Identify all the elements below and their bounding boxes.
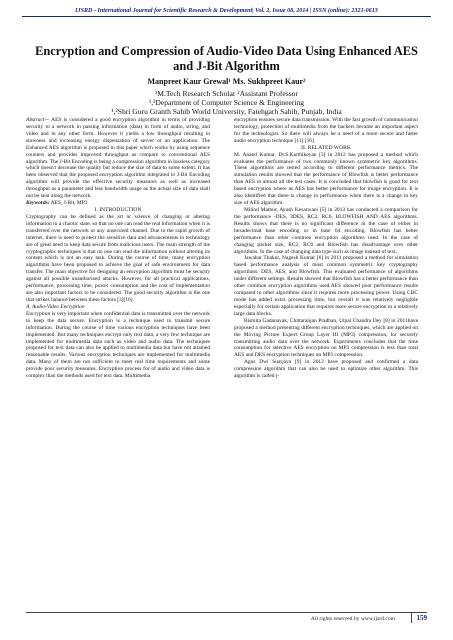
paper-authors: Manpreet Kaur Grewal¹ Ms. Sukhpreet Kaur²	[147, 77, 306, 86]
keywords-label: Keywords:	[26, 200, 50, 207]
affiliation-line-3: ¹,²Shri Guru Granth Sahib World University, Fatehgarh Sahib, Punjab, India	[111, 107, 342, 116]
continued-paragraph: encryption ensures secure data transmission. With the fast growth of communication technology, protection of multimedia from the hackers became an important aspect for the technologist. So there will always be a need of a more secure and faster audio encryption technique [11] [16]	[234, 117, 418, 144]
audio-video-paragraph: Encryption is very important when confidential data is transmitted over the network to keep the data secure. Encryption is a technique used to transmit secure information. During the course of time various encryption techniques have been implemented. But many techniques encrypt only text data, a very few technique are implemented for multimedia data such as video and audio data. The techniques proposed for text data can also be applied to multimedia data but have not attained reasonable results. Various encryption techniques are implemented for multimedia data. Many of them are not sufficient to meet real time requirements and some provide poor security measures. Encryption process for of audio and video data is complex than the methods used for text data. Multimedia	[26, 310, 210, 380]
left-column	[26, 117, 210, 380]
subsection-heading-audio-video: A. Audio-Video Encryption	[26, 303, 85, 310]
related-work-paragraph-3: Jawahar Thakur, Nagesh Kumar [6] in 2011 proposed a method for simulation based performance analysis of most common symmetric key cryptography algorithms: DES, AES, and Blowfish. This evaluated performance of algorithms under different settings. Results showed that Blowfish has a better performance than other common encryption algorithms used.AES showed poor performance results compared to other algorithms since it requires more processing power. Using CBC mode has added extra processing time, but overall it was relatively negligible especially for certain application that requires more secure encryption to a relatively large data blocks.	[234, 255, 418, 317]
right-column	[234, 117, 418, 380]
keywords	[26, 200, 210, 207]
journal-header: IJSRD - International Journal for Scientific Research & Development| Vol. 2, Issue 08, 2014 | ISSN (online): 2321-0613	[22, 8, 431, 17]
abstract-text: AES is considered a good encryption algorithm in terms of providing security to a network in passing information (data) in form of audio, string, and video and in any other form. However it yields a low throughput resulting in slowness and increasing energy dispensation of server or an application. The Enhanced AES algorithm is proposed in this paper which works by using sequence counters and provides improved throughput as compare to conventional AES algorithm. The J-Bit Encoding is being a compression algorithm in lossless category which doesn't decrease the quality but reduce the size of data to some extent. It has been observed that the proposed encryption algorithm integrated to J-Bit Encoding algorithm will provide the effective security measures as well as increased throughput as a parameter and less bandwidth usage as the actual size of data shall not be sent along the network.	[26, 117, 210, 200]
related-work-paragraph-2: Milind Mathur, Ayush Kesarwani [5] in 2013 has conducted a comparison for the performance -DES, 3DES, RC2, RC6, BLOWFISH AND AES algorithms. Results shows that there is no significant difference in the case of either in hexadecimal base encoding or in base 64 encoding. Blowfish has better performance than other common encryption algorithms used. In the case of changing packet size, RC2, RC6 and Blowfish has disadvantage over other algorithms. In the case of changing data type such as image instead of text.	[234, 206, 418, 255]
section-heading-related-work: II. RELATED WORK	[301, 144, 351, 151]
related-work-paragraph-4: Bismita Gadanayak, Chittaranjan Pradhan, Utpal Chandra Dey [8] in 2011have proposed a method presenting different encryption techniques, which are applied on the Moving Picture Expert Group Layer III (MP3) compression, for securely transmitting audio data over the network. Experiments concludes that the time consumption for selective AES encryption on MP3 compression is less than total AES and DES encryption techniques on MP3 compression.	[234, 317, 418, 359]
page-number: 159	[411, 613, 428, 623]
abstract	[26, 117, 210, 200]
affiliation-line-2: ¹,²Department of Computer Science & Engineering	[148, 98, 305, 107]
footer-rights: All rights reserved by www.ijsrd.com	[310, 616, 395, 622]
section-heading-introduction: I. INTRODUCTION	[94, 206, 142, 213]
paper-title: Encryption and Compression of Audio-Video Data Using Enhanced AES and J-Bit Algorithm	[35, 44, 418, 73]
related-work-paragraph-1: M. Anand Kumar, Dr.S.Karthikeyan [3] in 2012 has proposed a method which evaluates the performance of two commonly known symmetric key algorithms. These algorithms are tested according to different performance metrics. The simulation results showed that the performance of Blowfish is better performance than AES in almost all the test cases. It is concluded that blowfish is good for text based encryption where as AES has better performance for image encryption. It is also identified that there is change in performance when there is a change in key size of AES algorithm.	[234, 151, 418, 207]
keywords-text: AES, J-Bit, MP3	[49, 200, 88, 207]
page-footer	[26, 612, 427, 622]
related-work-paragraph-5: Agus Dwi Suarjaya [9] in 2012 have proposed and confirmed a data compression algorithm that can also be used to optimize other algorithm. This algorithm is called j-	[234, 359, 418, 380]
affiliation-line-1: ¹M.Tech Research Scholar ²Assistant Professor	[155, 89, 298, 98]
abstract-label: Abstract—	[26, 117, 50, 123]
intro-paragraph: Cryptography can be defined as the art or science of changing or altering information to a chaotic state, so that no one can read the real information when it is transferred over the network or any unsecured channel. Due to the rapid growth of internet, there is need to protect the sensitive data and advancements in technology are of great need to keep data secure from malicious users. The main strength of the cryptographic techniques is that no one can read the information without altering its content which is not an easy task. During the course of time, many encryption algorithms have been proposed to achieve the goal of safe environment for data transfer. The main objective for designing an encryption algorithm must be security against all possible unauthorized attacks. However, for all practical applications, performance, processing time, power consumption and the cost of implementation are also important factors to be considered. The good security algorithm is the one that strikes balance between these factors [3][16].	[26, 213, 210, 303]
